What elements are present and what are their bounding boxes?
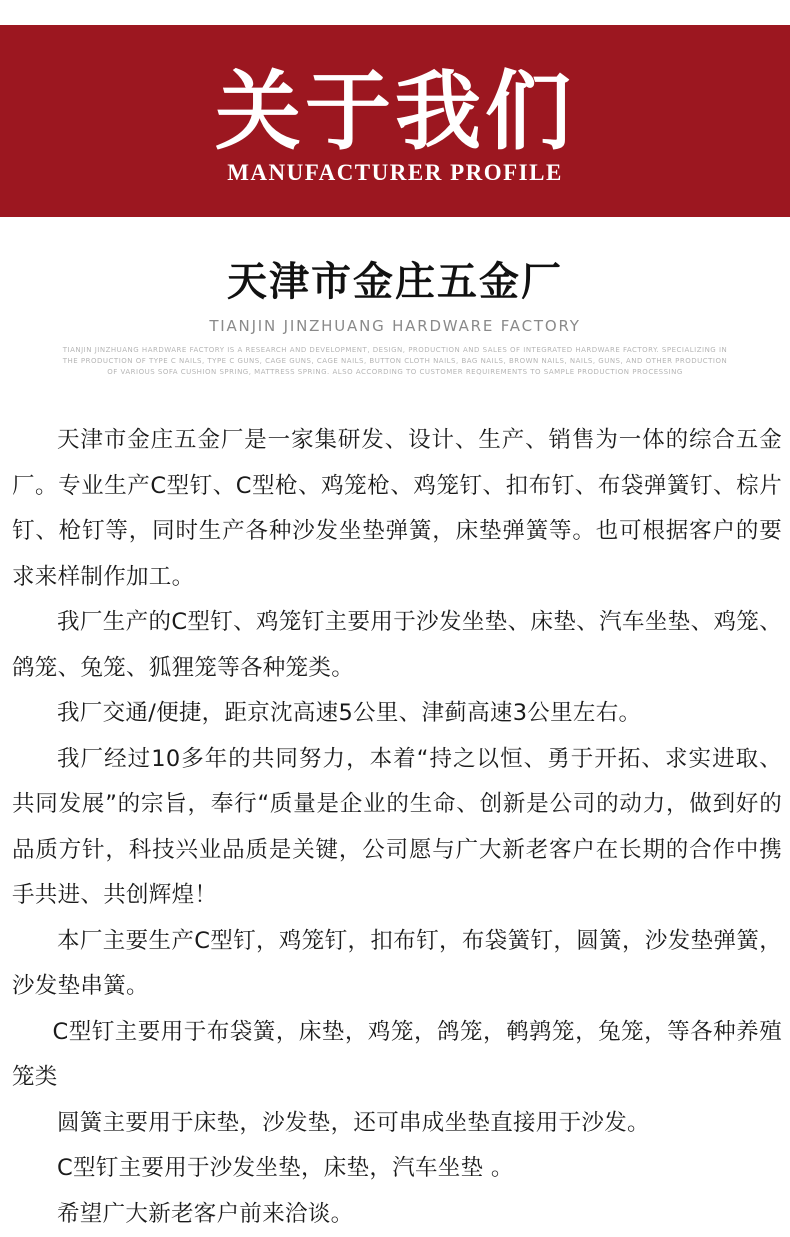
banner-title: 关于我们 — [0, 69, 790, 155]
company-description-en: TIANJIN JINZHUANG HARDWARE FACTORY IS A RESEARCH AND DEVELOPMENT, DESIGN, PRODUCTION AND SALES OF INTEGRATED HARDWARE FACTORY. SPECIALIZING IN THE PRODUCTION OF TYPE C NAILS, TYPE C GUNS, CAGE GUNS, CAGE NAILS, BUTTON CLOTH NAILS, BAG NAILS, BROWN NAILS, NAILS, GUNS, AND OTHER PRODUCTION OF VARIOUS SOFA CUSHION SPRING, MATTRESS SPRING. ALSO ACCORDING TO CUSTOMER REQUIREMENTS TO SAMPLE PRODUCTION PROCESSING — [60, 345, 730, 378]
paragraph-c-nail-usage: C型钉主要用于布袋簧，床垫，鸡笼，鸽笼，鹌鹑笼，兔笼，等各种养殖笼类 — [12, 1010, 782, 1101]
paragraph-closing: 希望广大新老客户前来洽谈。 — [12, 1192, 782, 1237]
header-banner — [0, 25, 790, 217]
profile-body — [12, 418, 782, 1237]
paragraph-intro: 天津市金庄五金厂是一家集研发、设计、生产、销售为一体的综合五金厂。专业生产C型钉、C型枪、鸡笼枪、鸡笼钉、扣布钉、布袋弹簧钉、棕片钉、枪钉等，同时生产各种沙发坐垫弹簧，床垫弹簧等。也可根据客户的要求来样制作加工。 — [12, 418, 782, 600]
paragraph-philosophy: 我厂经过10多年的共同努力，本着“持之以恒、勇于开拓、求实进取、共同发展”的宗旨，奉行“质量是企业的生命、创新是公司的动力，做到好的品质方针，科技兴业品质是关键，公司愿与广大新老客户在长期的合作中携手共进、共创辉煌！ — [12, 737, 782, 919]
paragraph-spring-usage: 圆簧主要用于床垫，沙发垫，还可串成坐垫直接用于沙发。 — [12, 1101, 782, 1147]
paragraph-usage: 我厂生产的C型钉、鸡笼钉主要用于沙发坐垫、床垫、汽车坐垫、鸡笼、鸽笼、兔笼、狐狸笼等各种笼类。 — [12, 600, 782, 691]
paragraph-c-nail-cushion: C型钉主要用于沙发坐垫，床垫，汽车坐垫 。 — [12, 1146, 782, 1192]
company-name: 天津市金庄五金厂 — [0, 262, 790, 302]
paragraph-transport: 我厂交通/便捷，距京沈高速5公里、津蓟高速3公里左右。 — [12, 691, 782, 737]
paragraph-products: 本厂主要生产C型钉，鸡笼钉，扣布钉，布袋簧钉，圆簧，沙发垫弹簧，沙发垫串簧。 — [12, 919, 782, 1010]
banner-subtitle: MANUFACTURER PROFILE — [0, 160, 790, 186]
company-name-en: TIANJIN JINZHUANG HARDWARE FACTORY — [0, 317, 790, 335]
